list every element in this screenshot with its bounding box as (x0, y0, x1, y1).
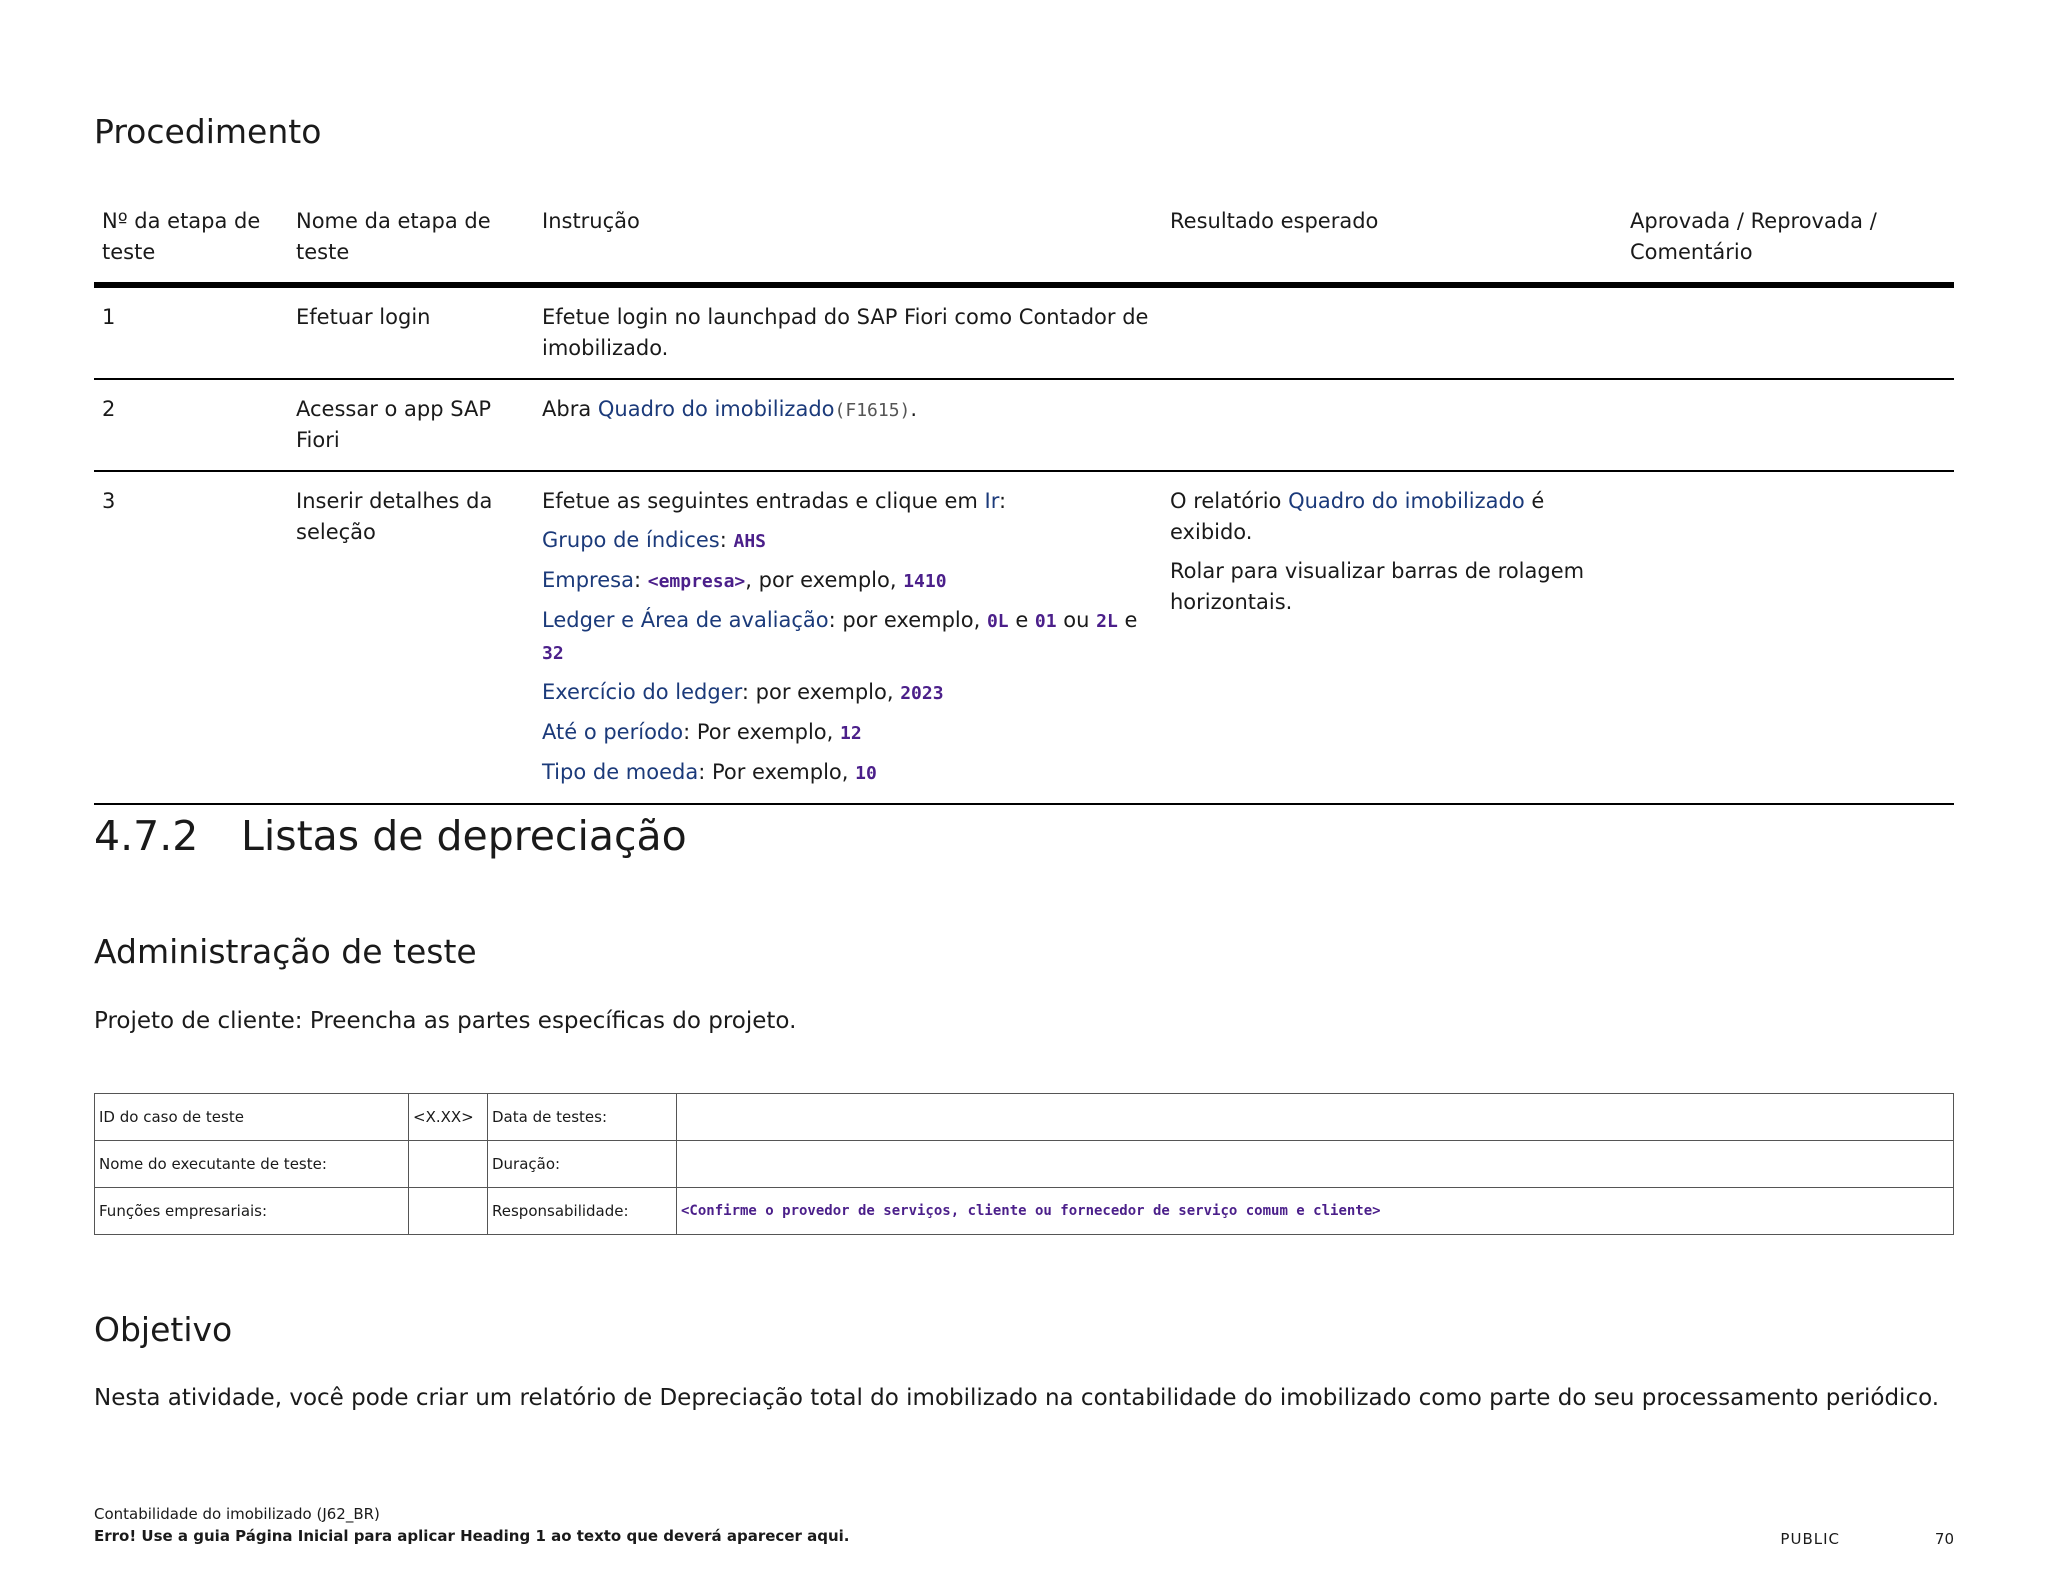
result-line (1170, 486, 1614, 548)
field-sep: : (633, 568, 648, 592)
step-number: 1 (102, 305, 116, 329)
field-label: Até o período (542, 720, 684, 744)
step-expected-result (1162, 285, 1622, 379)
result-line: Rolar para visualizar barras de rolagem horizontais. (1170, 559, 1585, 614)
field-sep: : Por exemplo, (683, 720, 840, 744)
field-sep: , por exemplo, (745, 568, 904, 592)
table-cell: Funções empresariais: (95, 1188, 409, 1235)
app-link[interactable]: Quadro do imobilizado (597, 397, 835, 421)
procedure-heading: Procedimento (94, 112, 322, 151)
table-cell: Duração: (488, 1141, 677, 1188)
field-sep: : (719, 528, 734, 552)
header-step-number: Nº da etapa de teste (102, 209, 261, 264)
field-ledger-area (542, 605, 1154, 669)
step-expected-result (1162, 379, 1622, 471)
table-cell: Nome do executante de teste: (95, 1141, 409, 1188)
table-cell (409, 1188, 488, 1235)
header-pass-fail: Aprovada / Reprovada / Comentário (1630, 209, 1877, 264)
table-cell: Responsabilidade: (488, 1188, 677, 1235)
table-row (94, 379, 1954, 471)
field-label: Empresa (542, 568, 634, 592)
table-cell: Data de testes: (488, 1094, 677, 1141)
footer-document-title: Contabilidade do imobilizado (J62_BR) (94, 1505, 380, 1523)
footer-error-text: Erro! Use a guia Página Inicial para aplicar Heading 1 ao texto que deverá aparecer aqui. (94, 1527, 850, 1545)
field-value: 0L (986, 611, 1009, 632)
admin-heading: Administração de teste (94, 932, 477, 971)
result-text: é exibido. (1170, 489, 1545, 544)
field-value: 2L (1096, 611, 1118, 632)
field-value: 12 (840, 723, 862, 744)
step-instruction: Efetue login no launchpad do SAP Fiori como Contador de imobilizado. (542, 305, 1149, 360)
field-value: 01 (1034, 611, 1057, 632)
field-sep: : por exemplo, (741, 680, 901, 704)
field-ledger-year (542, 677, 1154, 709)
table-row (94, 471, 1954, 804)
table-row (95, 1188, 1954, 1235)
result-text: O relatório (1170, 489, 1289, 513)
intro-text: Efetue as seguintes entradas e clique em (542, 489, 985, 513)
field-label: Ledger e Área de avaliação (542, 608, 829, 632)
field-sep: : por exemplo, (828, 608, 987, 632)
field-sep: e (1117, 608, 1138, 632)
field-index-group (542, 525, 1154, 557)
step-comment (1622, 379, 1954, 471)
header-expected-result: Resultado esperado (1170, 209, 1379, 233)
step-expected-result (1162, 471, 1622, 804)
intro-end: : (998, 489, 1007, 513)
field-label: Tipo de moeda (542, 760, 699, 784)
field-label: Grupo de índices (542, 528, 720, 552)
table-cell: <Confirme o provedor de serviços, cliente ou fornecedor de serviço comum e cliente> (677, 1188, 1954, 1235)
field-label: Exercício do ledger (542, 680, 742, 704)
field-sep: e (1008, 608, 1035, 632)
step-number: 2 (102, 397, 116, 421)
step-instruction (534, 379, 1162, 471)
objective-text: Nesta atividade, você pode criar um relatório de Depreciação total do imobilizado na contabilidade do imobilizado como parte do seu processamento periódico. (94, 1385, 1940, 1411)
result-link[interactable]: Quadro do imobilizado (1288, 489, 1525, 513)
step-name: Acessar o app SAP Fiori (296, 397, 491, 452)
section-title: Listas de depreciação (241, 812, 687, 860)
procedure-table (94, 196, 1954, 805)
app-id: (F1615) (834, 400, 911, 421)
table-row (95, 1141, 1954, 1188)
table-row (95, 1094, 1954, 1141)
go-link[interactable]: Ir (984, 489, 999, 513)
procedure-header-row (94, 196, 1954, 285)
table-cell: ID do caso de teste (95, 1094, 409, 1141)
step-number: 3 (102, 489, 116, 513)
instruction-text: Abra (542, 397, 598, 421)
header-step-name: Nome da etapa de teste (296, 209, 491, 264)
header-instruction: Instrução (542, 209, 640, 233)
field-to-period (542, 717, 1154, 749)
section-number: 4.7.2 (94, 812, 199, 860)
step-comment (1622, 285, 1954, 379)
field-value: 2023 (900, 683, 944, 704)
instruction-text: . (910, 397, 918, 421)
footer-classification: PUBLIC (1780, 1530, 1840, 1548)
step-name: Efetuar login (296, 305, 431, 329)
field-value: AHS (733, 531, 766, 552)
table-cell (409, 1141, 488, 1188)
step-comment (1622, 471, 1954, 804)
table-cell (677, 1141, 1954, 1188)
table-cell: <X.XX> (409, 1094, 488, 1141)
field-value: 10 (855, 763, 877, 784)
field-value: 1410 (903, 571, 947, 592)
field-value: <empresa> (647, 571, 746, 592)
field-company (542, 565, 1154, 597)
field-sep: ou (1056, 608, 1097, 632)
admin-table (94, 1093, 1954, 1235)
field-sep: : Por exemplo, (698, 760, 856, 784)
objective-heading: Objetivo (94, 1310, 233, 1349)
page-footer (94, 1505, 1954, 1548)
table-row (94, 285, 1954, 379)
step-instruction (534, 471, 1162, 804)
admin-intro: Projeto de cliente: Preencha as partes específicas do projeto. (94, 1008, 797, 1034)
instruction-intro (542, 486, 1154, 517)
step-name: Inserir detalhes da seleção (296, 489, 493, 544)
section-heading (94, 812, 687, 860)
table-cell (677, 1094, 1954, 1141)
field-currency-type (542, 757, 1154, 789)
footer-page-number: 70 (1934, 1530, 1954, 1548)
field-value: 32 (542, 643, 564, 664)
